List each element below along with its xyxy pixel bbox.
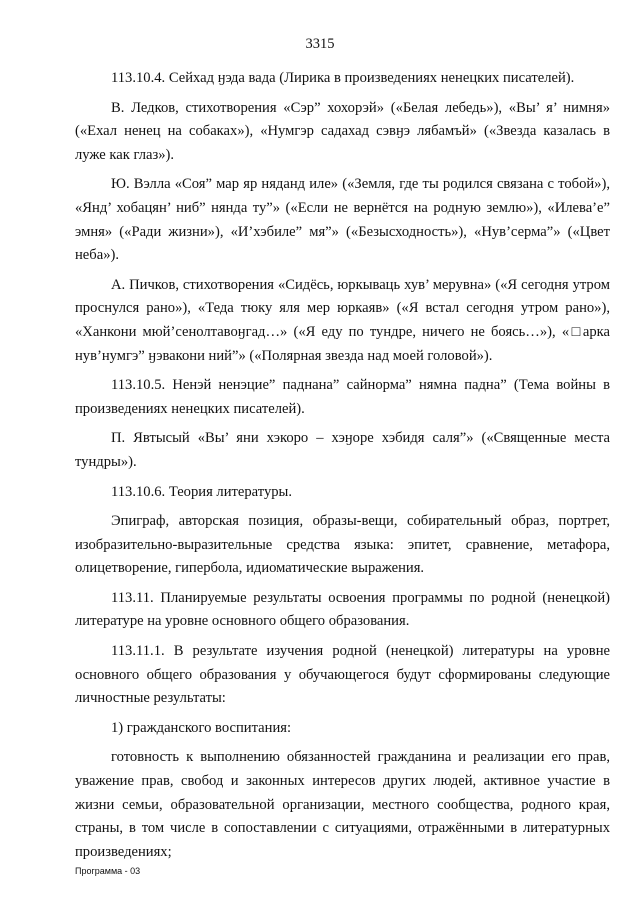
- page-number: 3315: [305, 36, 335, 52]
- paragraph-pichkov: А. Пичков, стихотворения «Сидёсь, юркываць хув’ мерувна» («Я сегодня утром проснулся рано»), «Теда тюку яля мер юркаяв» («Я встал сегодня утром рано»), «Ханкони мюй’сенолтавоӈгад…» («Я еду по тундре, ничего не боясь…»), «□арка нув’нумгэ” ӈэвакони ний”» («Полярная звезда над моей головой»).: [75, 276, 610, 364]
- section-heading-113-11: 113.11. Планируемые результаты освоения программы по родной (ненецкой) литературе на уровне основного общего образования.: [75, 589, 610, 630]
- section-heading-113-10-6: 113.10.6. Теория литературы.: [111, 483, 293, 500]
- paragraph-ledkov: В. Ледков, стихотворения «Сэр” хохорэй» («Белая лебедь»), «Вы’ я’ нимня» («Ехал ненец на собаках»), «Нумгэр садахад сэвӈэ лябамъй» («Звезда казалась в луже как глаз»).: [75, 99, 610, 163]
- list-item-civic-education: 1) гражданского воспитания:: [111, 719, 292, 736]
- footer-program-code: Программа - 03: [75, 866, 141, 876]
- paragraph-yavtysy: П. Явтысый «Вы’ яни хэкоро – хэӈоре хэбидя саля”» («Священные места тундры»).: [75, 430, 610, 470]
- section-heading-113-10-5: 113.10.5. Ненэй ненэцие” паднана” сайнорма” нямна падна” (Тема войны в произведениях ненецких писателей).: [75, 377, 610, 417]
- section-heading-113-11-1: 113.11.1. В результате изучения родной (ненецкой) литературы на уровне основного общего образования у обучающегося будут сформированы следующие личностные результаты:: [75, 643, 610, 707]
- section-heading-113-10-4: 113.10.4. Сейхад ӈэда вада (Лирика в произведениях ненецких писателей).: [111, 70, 575, 86]
- paragraph-theory-terms: Эпиграф, авторская позиция, образы-вещи, собирательный образ, портрет, изобразительно-выразительные средства языка: эпитет, сравнение, метафора, олицетворение, гипербола, идиоматические выражения.: [75, 513, 610, 577]
- document-body: [75, 67, 610, 864]
- paragraph-civic-readiness: готовность к выполнению обязанностей гражданина и реализации его прав, уважение прав, свобод и законных интересов других людей, активное участие в жизни семьи, образовательной организации, местного сообщества, родного края, страны, в том числе в сопоставлении с ситуациями, отражёнными в литературных произведениях;: [75, 749, 610, 860]
- paragraph-vella: Ю. Вэлла «Соя” мар яр няданд иле» («Земля, где ты родился связана с тобой»), «Янд’ хобацян’ ниб” нянда ту”» («Если не вернётся на родную землю»), «Илева’е” эмня» («Ради жизни»), «И’хэбиле” мя”» («Безысходность»), «Нув’серма”» («Цвет неба»).: [75, 176, 610, 264]
